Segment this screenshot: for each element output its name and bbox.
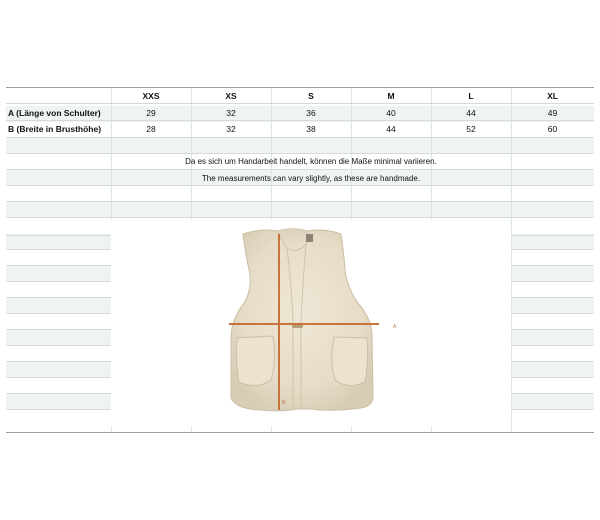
table-bottom-rule	[6, 432, 594, 433]
note-german: Da es sich um Handarbeit handelt, können die Maße minimal variieren.	[185, 157, 437, 166]
header-size-xxs: XXS	[142, 91, 160, 101]
row-a-xxs: 29	[146, 108, 156, 118]
row-b-l: 52	[466, 124, 476, 134]
grid-line	[6, 137, 594, 138]
row-b-xs: 32	[226, 124, 236, 134]
row-a-xl: 49	[547, 108, 558, 118]
grid-line	[6, 217, 594, 218]
row-band	[6, 202, 594, 218]
grid-line	[511, 87, 512, 433]
vest-measurement-diagram	[111, 220, 511, 426]
row-band	[6, 138, 594, 154]
size-chart-sheet	[6, 87, 594, 433]
row-b-m: 44	[386, 124, 396, 134]
right-pocket	[332, 337, 368, 386]
measure-label-a: A	[393, 324, 397, 330]
grid-line	[6, 201, 594, 202]
row-a-xs: 32	[226, 108, 236, 118]
row-b-xxs: 28	[146, 124, 156, 134]
row-b-s: 38	[306, 124, 316, 134]
left-pocket	[236, 336, 274, 386]
product-image-area	[111, 220, 511, 426]
measure-label-b: B	[282, 400, 286, 406]
header-size-xl: XL	[547, 91, 558, 101]
row-b-label: B (Breite in Brusthöhe)	[8, 124, 102, 134]
row-a-m: 40	[386, 108, 396, 118]
note-english: The measurements can vary slightly, as these are handmade.	[201, 174, 421, 183]
row-a-s: 36	[306, 108, 316, 118]
header-size-m: M	[387, 91, 395, 101]
header-size-xs: XS	[225, 91, 237, 101]
header-size-l: L	[468, 91, 474, 101]
row-b-xl: 60	[547, 124, 558, 134]
vest-tag	[306, 234, 313, 242]
row-a-l: 44	[466, 108, 476, 118]
row-a-label: A (Länge von Schulter)	[8, 108, 101, 118]
header-size-s: S	[308, 91, 314, 101]
